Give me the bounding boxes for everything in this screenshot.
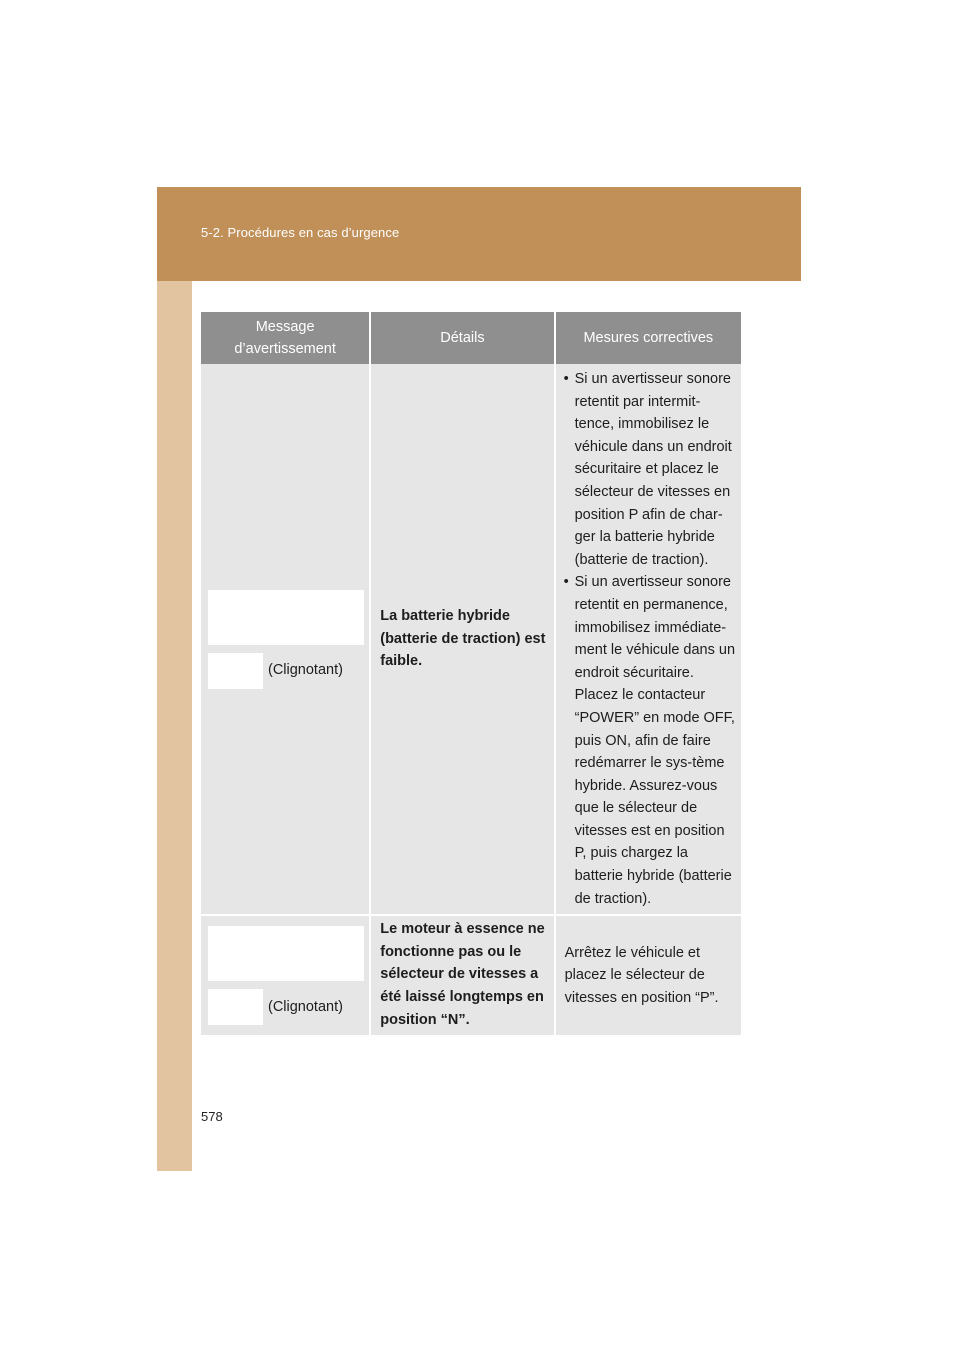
blinking-label: (Clignotant) [268,662,343,679]
warning-indicator-image [208,989,263,1025]
list-item: • Si un avertisseur sonore retentit par intermit-tence, immobilisez le véhicule dans un endroit sécuritaire et placez le sélecteur de vitesses en position P afin de char-ger la batterie hybride (batterie de traction). [564,368,735,571]
column-header-measures: Mesures correctives [555,312,741,364]
section-header-band [157,187,801,281]
page-number: 578 [201,1109,223,1124]
measures-cell [555,364,741,915]
details-cell: La batterie hybride (batterie de traction) est faible. [370,364,554,915]
table-row [201,915,741,1035]
blinking-label: (Clignotant) [268,998,343,1015]
message-cell [201,915,370,1035]
warning-message-display [208,590,362,689]
side-margin-band [157,281,192,1171]
details-cell: Le moteur à essence ne fonctionne pas ou le sélecteur de vitesses a été laissé longtemps en position “N”. [370,915,554,1035]
message-cell [201,364,370,915]
list-item: • Si un avertisseur sonore retentit en permanence, immobilisez immédiate-ment le véhicule dans un endroit sécuritaire. Placez le contacteur “POWER” en mode OFF, puis ON, afin de faire redémarrer le sys-tème hybride. Assurez-vous que le sélecteur de vitesses est en position P, puis chargez la batterie hybride (batterie de traction). [564,571,735,910]
warning-message-image [208,590,364,645]
warning-messages-table [201,312,741,1035]
column-header-message: Message d’avertissement [201,312,370,364]
column-header-details: Détails [370,312,554,364]
warning-message-display [208,926,362,1025]
measures-list [564,368,735,910]
table-header-row [201,312,741,364]
section-title: 5-2. Procédures en cas d’urgence [201,225,400,240]
table-row [201,364,741,915]
warning-message-image [208,926,364,981]
measures-cell: Arrêtez le véhicule et placez le sélecteur de vitesses en position “P”. [555,915,741,1035]
warning-indicator-image [208,653,263,689]
